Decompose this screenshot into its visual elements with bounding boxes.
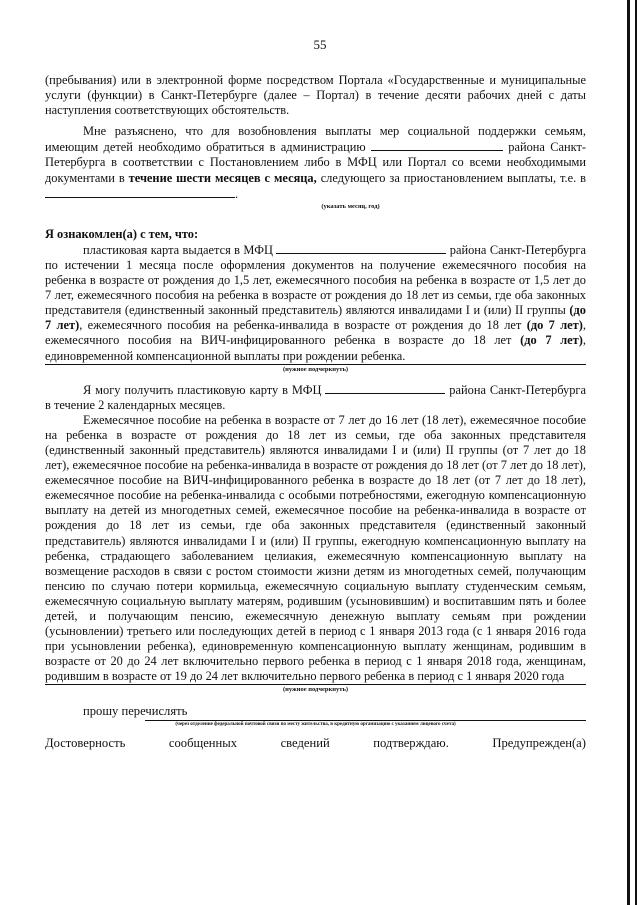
document-body: [45, 73, 586, 751]
transfer-label: прошу перечислять: [83, 704, 188, 719]
resume-text-3: следующего за приостановлением выплаты, т.е. в: [320, 170, 586, 185]
card-paragraph: [45, 382, 586, 413]
resume-text-2: района Санкт-Петербурга в соответствии с Постановлением либо в МФЦ или Портал со всеми необходимыми документами в: [45, 140, 587, 185]
benefits-caption: (нужное подчеркнуть): [282, 686, 349, 694]
card-mfc-blank[interactable]: [325, 382, 445, 394]
scan-edge: [635, 0, 637, 905]
confirm-word: сведений: [280, 735, 330, 750]
confirm-word: Достоверность: [45, 735, 126, 750]
resume-bold-period: течение шести месяцев с месяца,: [128, 170, 317, 185]
confirm-word: Предупрежден(а): [492, 735, 586, 750]
acquainted-bold-1: (до 7 лет): [45, 303, 586, 333]
acquainted-text-5: , единовременной компенсационной выплаты при рождении ребенка.: [45, 333, 586, 363]
resume-paragraph: [45, 124, 586, 201]
acquainted-bold-2: (до 7 лет): [526, 318, 583, 333]
scan-edge: [627, 0, 630, 905]
resume-caption: (указать месяц, год): [321, 202, 380, 210]
confirm-word: сообщенных: [168, 735, 238, 750]
acquainted-heading: Я ознакомлен(а) с тем, что:: [45, 226, 199, 241]
confirmation-row: [45, 736, 586, 751]
acquainted-caption: (нужное подчеркнуть): [282, 365, 349, 373]
top-paragraph: (пребывания) или в электронной форме посредством Портала «Государственные и муниципальные услуги (функции) в Санкт-Петербурге (далее – Портал) в течение десяти рабочих дней с даты наступления соответствующих обстоятельств.: [45, 73, 586, 118]
acquainted-text-2: района Санкт-Петербурга по истечении 1 месяца после оформления документов на получение ежемесячного пособия на ребенка в возрасте от рождения до 1,5 лет, ежемесячного пособия на ребенка в возрасте от 1,5 лет до 7 лет, ежемесячного пособия на ребенка в возрасте от рождения до 18 лет из семьи, где оба законных представителя (единственный законный представитель) являются инвалидами I и (или) II группы: [45, 242, 586, 318]
resume-text-1: Мне разъяснено, что для возобновления выплаты мер социальной поддержки семьям, имеющим детей необходимо обратиться в администрацию: [45, 124, 586, 155]
transfer-caption: (через отделение федеральной почтовой связи по месту жительства, в кредитную организацию с указанием лицевого счета): [175, 721, 456, 727]
benefits-paragraph: Ежемесячное пособие на ребенка в возрасте от 7 лет до 16 лет (18 лет), ежемесячное пособие на ребенка в возрасте от рождения до 18 лет из семьи, где оба законных представителя (единственный законный представитель) являются инвалидами I и (или) II группы (от 7 лет до 18 лет), ежемесячное пособие на ребенка-инвалида в возрасте от рождения до 18 лет (от 7 лет до 18 лет), ежемесячное пособие на ВИЧ-инфицированного ребенка в возрасте до 18 лет (от 7 лет до 18 лет), ежемесячное пособие на ребенка-инвалида с особыми потребностями, ежегодную компенсационную выплату на детей из многодетных семей, ежемесячное пособие на ребенка-инвалида в возрасте от рождения до 18 лет из семьи, где оба законных представителя (единственный законный представитель) являются инвалидами I и (или) II группы, ежегодную компенсационную выплату на ребенка, страдающего заболеванием целиакия, ежемесячную компенсационную выплату на возмещение расходов в связи с ростом стоимости жизни детям из многодетных семей, получающим пенсию по случаю потери кормильца, ежемесячную социальную выплату студенческим семьям, ежемесячную социальную выплату матерям, родившим (усыновившим) и воспитавшим пять и более детей, и получающим пенсию, ежемесячную денежную выплату семьям при рождении (усыновлении) третьего или последующих детей в период с 1 января 2013 года (с 1 января 2016 года при усыновлении ребенка), единовременную компенсационную выплату женщинам, родившим в возрасте от 20 до 24 лет включительно первого ребенка в период с 1 января 2018 года, женщинам, родившим в возрасте от 19 до 24 лет включительно первого ребенка в период с 1 января 2020 года: [45, 412, 586, 684]
acquainted-text-3: , ежемесячного пособия на ребенка-инвалида в возрасте от рождения до 18 лет: [79, 318, 522, 333]
month-year-blank[interactable]: [45, 186, 235, 198]
acquainted-text-4: , ежемесячного пособия на ВИЧ-инфицированного ребенка в возрасте до 18 лет: [45, 318, 586, 348]
acquainted-paragraph: [45, 242, 586, 364]
card-text-2: района Санкт-Петербурга в течение 2 календарных месяцев.: [45, 382, 586, 412]
page-number: 55: [313, 37, 327, 52]
card-text-1: Я могу получить пластиковую карту в МФЦ: [83, 382, 322, 397]
mfc-blank[interactable]: [276, 242, 446, 254]
acquainted-text-1: пластиковая карта выдается в МФЦ: [83, 242, 273, 257]
district-blank[interactable]: [371, 139, 503, 151]
confirm-word: подтверждаю.: [373, 735, 449, 750]
resume-end: .: [235, 186, 239, 201]
acquainted-bold-3: (до 7 лет): [520, 333, 583, 348]
